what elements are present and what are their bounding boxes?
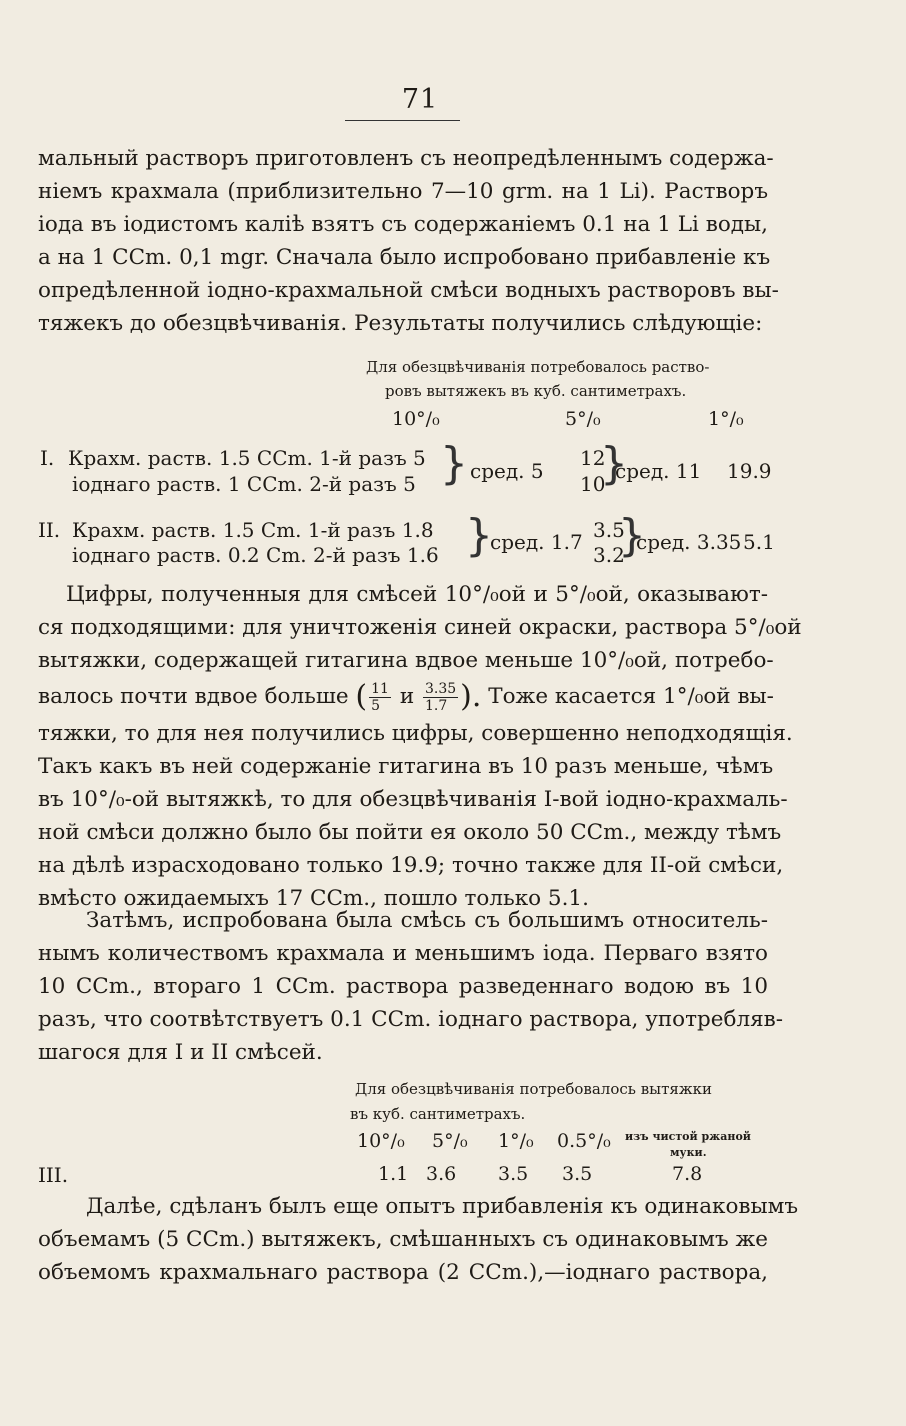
fraction-11-5: $\frac{11}{5}$ xyxy=(371,680,389,714)
text-fragment: Тоже касается 1°/₀ой вы- xyxy=(488,684,774,709)
column-header: 10°/₀ xyxy=(392,408,440,430)
text-line: Цифры, полученныя для смѣсей 10°/₀ой и 5°/₀ой, оказывают- xyxy=(66,582,768,607)
brace: } xyxy=(465,510,493,561)
row-label: III. xyxy=(38,1163,69,1187)
page-number-rule xyxy=(345,120,460,121)
column-header: 0.5°/₀ xyxy=(557,1130,611,1152)
table-cell: іоднаго раств. 1 CCm. 2-й разъ 5 xyxy=(72,472,416,496)
text-fragment: и xyxy=(399,684,415,709)
table-header: ровъ вытяжекъ въ куб. сантиметрахъ. xyxy=(385,382,687,400)
table-cell: сред. 11 xyxy=(615,459,702,483)
text-line: объемамъ (5 CCm.) вытяжекъ, смѣшанныхъ съ одинаковымъ же xyxy=(38,1227,768,1252)
table-cell: 7.8 xyxy=(672,1163,703,1185)
brace: } xyxy=(600,438,628,489)
table-cell: 3.5 xyxy=(498,1163,529,1185)
table-cell: сред. 3.35 xyxy=(636,530,742,554)
column-header: 5°/₀ xyxy=(565,408,601,430)
text-line: ной смѣси должно было бы пойти ея около 50 CCm., между тѣмъ xyxy=(38,820,782,845)
text-line: нымъ количествомъ крахмала и меньшимъ іода. Перваго взято xyxy=(38,941,768,966)
table-cell: іоднаго раств. 0.2 Cm. 2-й разъ 1.6 xyxy=(72,543,439,567)
column-header: изъ чистой ржаной xyxy=(625,1130,751,1143)
paragraph-4 xyxy=(38,1190,799,1289)
table-cell: 3.2 xyxy=(593,543,625,567)
text-line: опредѣленной іодно-крахмальной смѣси водныхъ растворовъ вы- xyxy=(38,278,779,303)
table-cell: 12 xyxy=(580,446,606,470)
text-line: шагося для I и II смѣсей. xyxy=(38,1040,323,1065)
text-line: въ 10°/₀-ой вытяжкѣ, то для обезцвѣчиванія I-вой іодно-крахмаль- xyxy=(38,787,788,812)
text-line: мальный растворъ приготовленъ съ неопредѣленнымъ содержа- xyxy=(38,146,774,171)
column-header: 5°/₀ xyxy=(432,1130,468,1152)
text-line: тяжекъ до обезцвѣчиванія. Результаты получились слѣдующіе: xyxy=(38,311,763,336)
table-cell: 3.6 xyxy=(426,1163,457,1185)
text-line: ся подходящими: для уничтоженія синей окраски, раствора 5°/₀ой xyxy=(38,615,802,640)
paragraph-1 xyxy=(38,142,779,340)
row-label: I. xyxy=(40,446,55,470)
text-line: а на 1 CCm. 0,1 mgr. Сначала было испробовано прибавленіе къ xyxy=(38,245,771,270)
text-fragment: валось почти вдвое больше xyxy=(38,684,349,709)
text-line: вмѣсто ожидаемыхъ 17 CCm., пошло только 5.1. xyxy=(38,886,589,911)
table-cell: сред. 5 xyxy=(470,459,544,483)
text-line: іода въ іодистомъ каліѣ взятъ съ содержаніемъ 0.1 на 1 Li воды, xyxy=(38,212,768,237)
table-cell: сред. 1.7 xyxy=(490,530,583,554)
column-header: 1°/₀ xyxy=(708,408,744,430)
column-header: муки. xyxy=(670,1146,707,1159)
column-header: 10°/₀ xyxy=(357,1130,405,1152)
text-line: тяжки, то для нея получились цифры, совершенно неподходящія. xyxy=(38,721,793,746)
paren: ( xyxy=(355,679,368,714)
table-header: Для обезцвѣчиванія потребовалось раство- xyxy=(366,358,710,376)
text-line: ніемъ крахмала (приблизительно 7—10 grm. на 1 Li). Растворъ xyxy=(38,179,768,204)
text-line: вытяжки, содержащей гитагина вдвое меньше 10°/₀ой, потребо- xyxy=(38,648,774,673)
table-header: въ куб. сантиметрахъ. xyxy=(350,1105,526,1123)
table-cell: 19.9 xyxy=(727,459,772,483)
text-line: объемомъ крахмальнаго раствора (2 CCm.),—іоднаго раствора, xyxy=(38,1260,768,1285)
brace: } xyxy=(440,438,468,489)
row-label: II. xyxy=(38,518,61,542)
text-line: на дѣлѣ израсходовано только 19.9; точно также для II-ой смѣси, xyxy=(38,853,784,878)
text-line: разъ, что соотвѣтствуетъ 0.1 CCm. іоднаго раствора, употребляв- xyxy=(38,1007,784,1032)
text-line: Далѣе, сдѣланъ былъ еще опытъ прибавленія къ одинаковымъ xyxy=(86,1194,799,1219)
text-line-with-fractions xyxy=(38,677,774,717)
paragraph-3 xyxy=(38,904,784,1069)
fraction-335-17: $\frac{3.35}{1.7}$ xyxy=(425,680,457,714)
table-cell: Крахм. раств. 1.5 Cm. 1-й разъ 1.8 xyxy=(72,518,434,542)
table-header: Для обезцвѣчиванія потребовалось вытяжки xyxy=(355,1080,713,1098)
table-cell: 3.5 xyxy=(593,518,625,542)
text-line: 10 CCm., втораго 1 CCm. раствора разведеннаго водою въ 10 xyxy=(38,974,768,999)
table-cell: 10 xyxy=(580,472,606,496)
column-header: 1°/₀ xyxy=(498,1130,534,1152)
table-cell: 1.1 xyxy=(378,1163,409,1185)
paren: ). xyxy=(460,679,482,714)
page-number: 71 xyxy=(401,84,439,115)
table-cell: 5.1 xyxy=(743,530,775,554)
brace: } xyxy=(618,510,646,561)
text-line: Такъ какъ въ ней содержаніе гитагина въ 10 разъ меньше, чѣмъ xyxy=(38,754,774,779)
paragraph-2 xyxy=(38,578,802,915)
table-cell: Крахм. раств. 1.5 CCm. 1-й разъ 5 xyxy=(68,446,426,470)
table-cell: 3.5 xyxy=(562,1163,593,1185)
text-line: Затѣмъ, испробована была смѣсь съ большимъ относитель- xyxy=(86,908,768,933)
